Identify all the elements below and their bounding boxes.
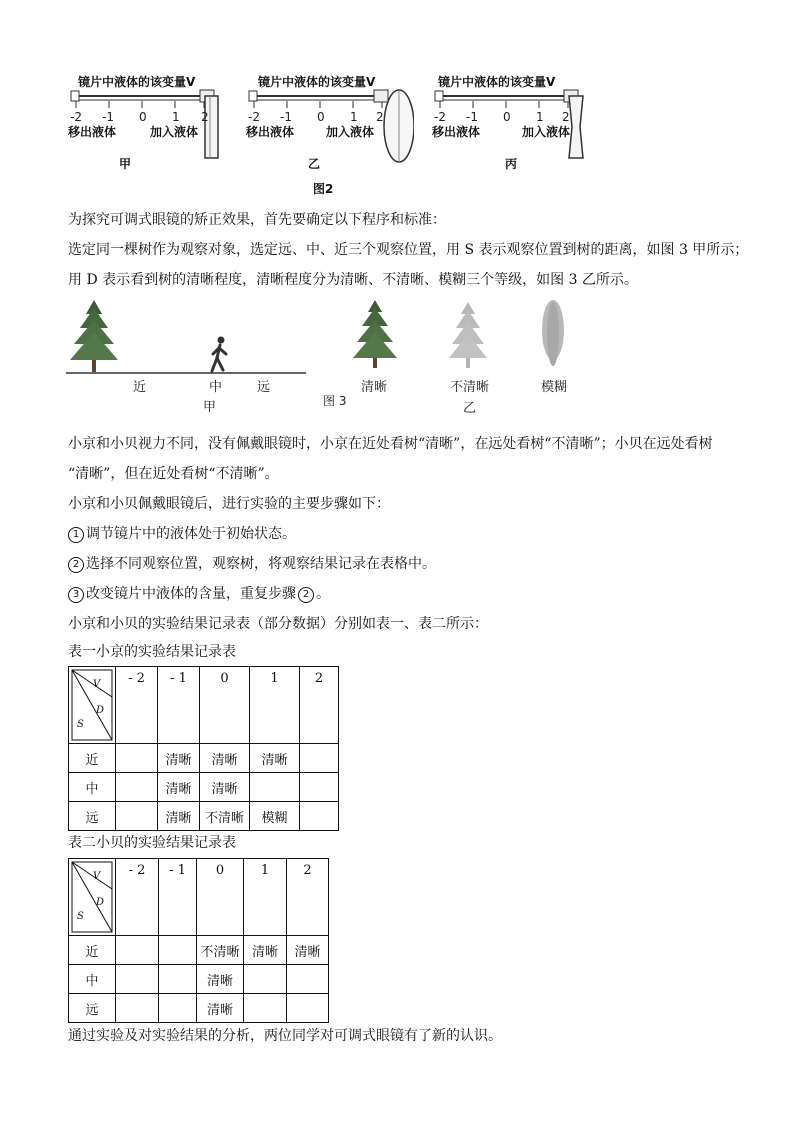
table-cell <box>244 965 287 994</box>
table-cell: 模糊 <box>250 802 300 831</box>
column-header: - 2 <box>116 859 159 936</box>
table-cell: 清晰 <box>250 744 300 773</box>
table-header-row <box>69 859 329 936</box>
table-row <box>69 965 329 994</box>
paragraph: 选定同一棵树作为观察对象，选定远、中、近三个观察位置，用 S 表示观察位置到树的距离，如图 3 甲所示； <box>68 242 749 258</box>
table-cell <box>159 936 197 965</box>
diagonal-lines <box>69 859 115 935</box>
table-cell: 清晰 <box>200 773 250 802</box>
column-header: 2 <box>300 667 339 744</box>
paragraph: “清晰”，但在近处看树“不清晰”。 <box>68 466 279 482</box>
add-liquid-label: 加入液体 <box>150 125 199 139</box>
panel-label: 甲 <box>203 400 217 415</box>
column-header: 1 <box>250 667 300 744</box>
add-liquid-label: 加入液体 <box>522 125 571 139</box>
person-icon <box>212 337 226 372</box>
results-table-xiaojing <box>68 666 339 831</box>
paragraph: 为探究可调式眼镜的矫正效果，首先要确定以下程序和标准： <box>68 212 446 228</box>
row-label: 近 <box>69 744 116 773</box>
paragraph: 小京和小贝视力不同，没有佩戴眼镜时，小京在近处看树“清晰”，在远处看树“不清晰”；小贝在远处看树 <box>68 436 713 452</box>
scale-title: 镜片中液体的该变量V <box>78 75 196 89</box>
tick-label: -2 <box>434 110 446 124</box>
table-cell: 清晰 <box>158 744 200 773</box>
table-cell: 清晰 <box>200 744 250 773</box>
table-cell <box>159 965 197 994</box>
table-title: 表二小贝的实验结果记录表 <box>68 835 236 851</box>
diagonal-lines <box>69 667 115 743</box>
diagonal-header <box>69 859 116 936</box>
tick-label: -1 <box>280 110 292 124</box>
panel-label: 乙 <box>463 401 477 416</box>
table-cell: 清晰 <box>197 965 244 994</box>
row-label: 远 <box>69 802 116 831</box>
near-label: 近 <box>133 380 147 395</box>
table-cell <box>116 802 158 831</box>
table-cell <box>300 744 339 773</box>
tick-label: 1 <box>536 110 544 124</box>
table-cell <box>287 965 329 994</box>
step-number: 2 <box>68 557 84 573</box>
diag-label-s: S <box>77 911 84 922</box>
step-3 <box>68 584 330 604</box>
table-cell: 不清晰 <box>197 936 244 965</box>
table-row <box>69 936 329 965</box>
diag-label-s: S <box>77 719 84 730</box>
step-reference: 2 <box>298 587 314 603</box>
blurry-label: 模糊 <box>541 380 568 395</box>
panel-label: 甲 <box>119 157 132 171</box>
tree-icon <box>449 302 487 368</box>
remove-liquid-label: 移出液体 <box>246 125 295 139</box>
step-text: 调节镜片中的液体处于初始状态。 <box>86 526 296 542</box>
table-title: 表一小京的实验结果记录表 <box>68 644 236 660</box>
tree-icon <box>353 300 397 368</box>
table-cell <box>244 994 287 1023</box>
figure-caption: 图2 <box>313 182 334 196</box>
tick-label: -1 <box>466 110 478 124</box>
scale-title: 镜片中液体的该变量V <box>258 75 376 89</box>
table-cell: 不清晰 <box>200 802 250 831</box>
results-table-xiaobei <box>68 858 329 1023</box>
tick-label: 1 <box>172 110 180 124</box>
paragraph: 用 D 表示看到树的清晰程度，清晰程度分为清晰、不清晰、模糊三个等级，如图 3 乙所示。 <box>68 272 638 288</box>
table-cell <box>116 744 158 773</box>
observation-positions-diagram <box>66 296 316 380</box>
row-label: 远 <box>69 994 116 1023</box>
diag-label-d: D <box>96 897 105 908</box>
unclear-label: 不清晰 <box>450 380 490 395</box>
remove-liquid-label: 移出液体 <box>68 125 117 139</box>
panel-label: 丙 <box>505 157 518 171</box>
table-cell <box>287 994 329 1023</box>
step-text: 选择不同观察位置，观察树，将观察结果记录在表格中。 <box>86 556 436 572</box>
tick-label: 2 <box>562 110 570 124</box>
tick-label: 2 <box>201 110 209 124</box>
table-cell: 清晰 <box>158 773 200 802</box>
column-header: 2 <box>287 859 329 936</box>
tick-label: 0 <box>317 110 325 124</box>
paragraph: 小京和小贝佩戴眼镜后，进行实验的主要步骤如下： <box>68 496 390 512</box>
table-cell: 清晰 <box>197 994 244 1023</box>
tick-label: 0 <box>139 110 147 124</box>
paragraph: 小京和小贝的实验结果记录表（部分数据）分别如表一、表二所示： <box>68 616 488 632</box>
step-number: 1 <box>68 527 84 543</box>
figure-caption: 图 3 <box>323 394 347 408</box>
panel-label: 乙 <box>308 157 321 171</box>
tick-label: 0 <box>503 110 511 124</box>
tree-icon <box>542 300 564 366</box>
table-row <box>69 773 339 802</box>
row-label: 中 <box>69 965 116 994</box>
column-header: - 1 <box>159 859 197 936</box>
table-cell <box>159 994 197 1023</box>
table-cell: 清晰 <box>287 936 329 965</box>
mid-label: 中 <box>209 380 223 395</box>
row-label: 近 <box>69 936 116 965</box>
column-header: - 1 <box>158 667 200 744</box>
table-cell <box>250 773 300 802</box>
tree-icon <box>70 300 118 372</box>
column-header: 0 <box>197 859 244 936</box>
table-row <box>69 994 329 1023</box>
step-text: 改变镜片中液体的含量，重复步骤 <box>86 586 296 602</box>
scale-title: 镜片中液体的该变量V <box>438 75 556 89</box>
far-label: 远 <box>257 380 271 395</box>
column-header: 1 <box>244 859 287 936</box>
table-cell <box>116 773 158 802</box>
table-cell <box>300 802 339 831</box>
table-cell <box>116 994 159 1023</box>
step-text-end: 。 <box>316 586 330 602</box>
column-header: 0 <box>200 667 250 744</box>
table-cell <box>116 965 159 994</box>
diag-label-d: D <box>96 705 105 716</box>
table-row <box>69 744 339 773</box>
tick-label: -2 <box>70 110 82 124</box>
tick-label: 2 <box>376 110 384 124</box>
table-cell: 清晰 <box>244 936 287 965</box>
paragraph: 通过实验及对实验结果的分析，两位同学对可调式眼镜有了新的认识。 <box>68 1028 502 1044</box>
diagonal-header <box>69 667 116 744</box>
step-2 <box>68 554 436 574</box>
row-label: 中 <box>69 773 116 802</box>
table-cell <box>300 773 339 802</box>
remove-liquid-label: 移出液体 <box>432 125 481 139</box>
clarity-levels-diagram <box>350 298 580 370</box>
tick-label: -1 <box>102 110 114 124</box>
table-cell: 清晰 <box>158 802 200 831</box>
tick-label: -2 <box>248 110 260 124</box>
add-liquid-label: 加入液体 <box>326 125 375 139</box>
column-header: - 2 <box>116 667 158 744</box>
step-1 <box>68 524 296 544</box>
diag-label-v: V <box>93 871 101 882</box>
tick-label: 1 <box>350 110 358 124</box>
diag-label-v: V <box>93 679 101 690</box>
table-cell <box>116 936 159 965</box>
table-header-row <box>69 667 339 744</box>
clear-label: 清晰 <box>361 380 388 395</box>
table-row <box>69 802 339 831</box>
step-number: 3 <box>68 587 84 603</box>
